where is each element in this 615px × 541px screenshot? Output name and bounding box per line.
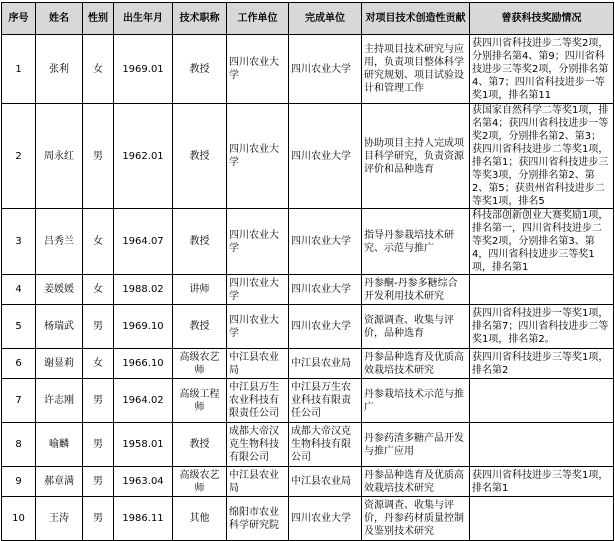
table-row	[2, 379, 614, 423]
cell-awards: 获四川省科技进步一等奖1项，排名第7；四川省科技进步二等奖1项，排名第2。	[470, 305, 614, 349]
cell-title: 教授	[173, 104, 227, 209]
cell-completion-unit: 成都大帝汉克生物科技有限公司	[289, 423, 362, 467]
cell-title: 教授	[173, 35, 227, 104]
cell-awards	[470, 497, 614, 541]
cell-no: 4	[2, 275, 36, 305]
cell-gender: 女	[83, 35, 114, 104]
cell-completion-unit: 四川农业大学	[289, 35, 362, 104]
table-row	[2, 467, 614, 497]
cell-gender: 男	[83, 497, 114, 541]
cell-title: 高级农艺师	[173, 349, 227, 379]
header-completion-unit: 完成单位	[289, 3, 362, 35]
cell-awards	[470, 423, 614, 467]
header-gender: 性别	[83, 3, 114, 35]
cell-name: 许志刚	[36, 379, 83, 423]
cell-gender: 女	[83, 209, 114, 275]
cell-name: 郝章满	[36, 467, 83, 497]
header-awards: 曾获科技奖励情况	[470, 3, 614, 35]
cell-completion-unit: 四川农业大学	[289, 209, 362, 275]
cell-name: 吕秀兰	[36, 209, 83, 275]
cell-title: 教授	[173, 423, 227, 467]
cell-no: 2	[2, 104, 36, 209]
cell-work-unit: 绵阳市农业科学研究院	[227, 497, 289, 541]
cell-completion-unit: 四川农业大学	[289, 305, 362, 349]
cell-name: 谢显莉	[36, 349, 83, 379]
header-work-unit: 工作单位	[227, 3, 289, 35]
cell-no: 5	[2, 305, 36, 349]
cell-birth: 1988.02	[114, 275, 173, 305]
cell-birth: 1964.07	[114, 209, 173, 275]
table-row	[2, 35, 614, 104]
cell-title: 教授	[173, 209, 227, 275]
cell-gender: 男	[83, 467, 114, 497]
cell-awards	[470, 275, 614, 305]
cell-contribution: 丹参药渣多糖产品开发与推广应用	[362, 423, 470, 467]
cell-awards: 科技部创新创业大赛奖励1项，排名第一，四川省科技进步二等奖2项，分别排名第3、第4，四川省科技进步三等奖1项，排名第1	[470, 209, 614, 275]
cell-no: 7	[2, 379, 36, 423]
cell-work-unit: 成都大帝汉克生物科技有限公司	[227, 423, 289, 467]
cell-gender: 男	[83, 379, 114, 423]
cell-work-unit: 四川农业大学	[227, 104, 289, 209]
cell-completion-unit: 中江县万生农业科技有限责任公司	[289, 379, 362, 423]
cell-no: 3	[2, 209, 36, 275]
cell-birth: 1962.01	[114, 104, 173, 209]
cell-work-unit: 中江县万生农业科技有限责任公司	[227, 379, 289, 423]
cell-birth: 1966.10	[114, 349, 173, 379]
cell-title: 讲师	[173, 275, 227, 305]
cell-title: 教授	[173, 305, 227, 349]
header-no: 序号	[2, 3, 36, 35]
table-row	[2, 497, 614, 541]
cell-completion-unit: 四川农业大学	[289, 497, 362, 541]
cell-no: 9	[2, 467, 36, 497]
cell-gender: 男	[83, 104, 114, 209]
cell-contribution: 指导丹参栽培技术研究、示范与推广	[362, 209, 470, 275]
cell-work-unit: 四川农业大学	[227, 209, 289, 275]
cell-name: 周永红	[36, 104, 83, 209]
cell-no: 6	[2, 349, 36, 379]
header-contribution: 对项目技术创造性贡献	[362, 3, 470, 35]
cell-no: 8	[2, 423, 36, 467]
cell-completion-unit: 中江县农业局	[289, 349, 362, 379]
table-row	[2, 349, 614, 379]
cell-birth: 1963.04	[114, 467, 173, 497]
cell-contribution: 主持项目技术研究与应用，负责项目整体科学研究规划、项目试验设计和管理工作	[362, 35, 470, 104]
table-row	[2, 423, 614, 467]
table-header-row	[2, 3, 614, 35]
cell-contribution: 丹参酮-丹参多糖综合开发利用技术研究	[362, 275, 470, 305]
cell-gender: 女	[83, 349, 114, 379]
cell-completion-unit: 中江县农业局	[289, 467, 362, 497]
cell-birth: 1969.10	[114, 305, 173, 349]
cell-name: 喻麟	[36, 423, 83, 467]
cell-birth: 1969.01	[114, 35, 173, 104]
cell-contribution: 丹参品种选育及优质高效栽培技术研究	[362, 467, 470, 497]
cell-awards: 获四川省科技进步三等奖1项，排名第1	[470, 467, 614, 497]
header-title: 技术职称	[173, 3, 227, 35]
cell-birth: 1964.02	[114, 379, 173, 423]
cell-completion-unit: 四川农业大学	[289, 104, 362, 209]
cell-gender: 男	[83, 423, 114, 467]
cell-awards: 获四川省科技进步二等奖2项，分别排名第4、第9；四川省科技进步三等奖2项，分别排名第4、第7；四川省科技进步一等奖1项，排名第11	[470, 35, 614, 104]
cell-completion-unit: 四川农业大学	[289, 275, 362, 305]
cell-contribution: 协助项目主持人完成项目科学研究，负责资源评价和品种选育	[362, 104, 470, 209]
cell-name: 杨瑞武	[36, 305, 83, 349]
cell-name: 姜媛媛	[36, 275, 83, 305]
cell-work-unit: 中江县农业局	[227, 467, 289, 497]
cell-name: 王涛	[36, 497, 83, 541]
table-row	[2, 209, 614, 275]
cell-gender: 男	[83, 305, 114, 349]
cell-contribution: 丹参栽培技术示范与推广	[362, 379, 470, 423]
table-row	[2, 305, 614, 349]
cell-work-unit: 中江县农业局	[227, 349, 289, 379]
cell-work-unit: 四川农业大学	[227, 275, 289, 305]
cell-no: 1	[2, 35, 36, 104]
cell-work-unit: 四川农业大学	[227, 35, 289, 104]
cell-title: 高级工程师	[173, 379, 227, 423]
personnel-table	[1, 2, 614, 541]
cell-title: 其他	[173, 497, 227, 541]
table-row	[2, 104, 614, 209]
cell-contribution: 资源调查、收集与评价，品种选育	[362, 305, 470, 349]
cell-awards: 获四川省科技进步三等奖1项，排名第2	[470, 349, 614, 379]
cell-name: 张利	[36, 35, 83, 104]
table-row	[2, 275, 614, 305]
cell-work-unit: 四川农业大学	[227, 305, 289, 349]
cell-birth: 1958.01	[114, 423, 173, 467]
cell-no: 10	[2, 497, 36, 541]
header-name: 姓名	[36, 3, 83, 35]
cell-gender: 女	[83, 275, 114, 305]
header-birth: 出生年月	[114, 3, 173, 35]
cell-birth: 1986.11	[114, 497, 173, 541]
cell-contribution: 资源调查、收集与评价，丹参药材质量控制及鉴别技术研究	[362, 497, 470, 541]
cell-awards	[470, 379, 614, 423]
cell-contribution: 丹参品种选育及优质高效栽培技术研究	[362, 349, 470, 379]
cell-awards: 获国家自然科学二等奖1项，排名第4；获四川省科技进步一等奖2项，分别排名第2、第3；获四川省科技进步二等奖1项，排名第1；获四川省科技进步三等奖3项，分别排名第2、第2、第5；获贵州省科技进步二等奖1项，排名5	[470, 104, 614, 209]
cell-title: 高级农艺师	[173, 467, 227, 497]
